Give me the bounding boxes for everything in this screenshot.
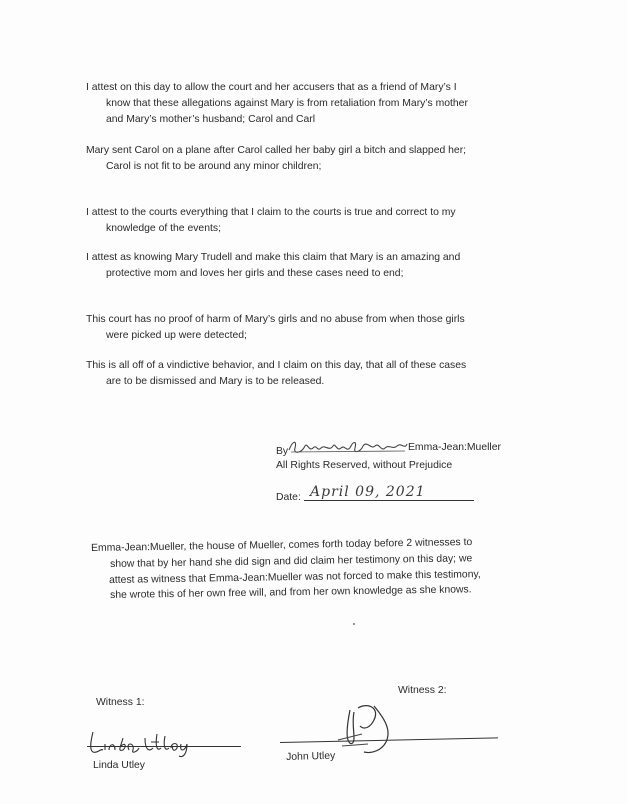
statement-line: Emma-Jean:Mueller, the house of Mueller, comes forth today before 2 witnesses to [91,537,473,554]
paragraph-line: This court has no proof of harm of Mary’s girls and no abuse from when those girls [86,314,465,325]
paragraph-line: I attest on this day to allow the court and her accusers that as a friend of Mary’s I [86,82,457,93]
paragraph-line: Mary sent Carol on a plane after Carol called her baby girl a bitch and slapped her; [86,145,467,156]
witness-1-signature-line [87,746,241,747]
handwritten-signature-emma [287,436,411,458]
witness-1-name: Linda Utley [93,760,145,771]
paragraph-line: protective mom and loves her girls and these cases need to end; [106,268,404,279]
statement-line: she wrote this of her own free will, and from her own knowledge as she knows. [110,584,472,601]
paragraph-line: were picked up were detected; [106,330,247,341]
paragraph-line: and Mary’s mother’s husband; Carol and Carl [106,114,316,125]
date-line [304,500,474,501]
date-label: Date: [276,492,301,503]
paragraph-line: are to be dismissed and Mary is to be released. [106,376,325,387]
witness-2-name: John Utley [286,750,336,763]
witness-2-label: Witness 2: [398,685,447,696]
attestation-paragraph [86,80,468,128]
by-prefix: By [276,446,289,457]
paragraph-line: Carol is not fit to be around any minor children; [106,161,322,172]
attestation-paragraph [86,143,466,175]
attestation-paragraph [86,250,460,282]
statement-line: attest as witness that Emma-Jean:Mueller was not forced to make this testimony, [109,569,481,586]
attestation-paragraph [86,205,456,237]
date-value: April 09, 2021 [310,484,426,500]
witness-1-label: Witness 1: [96,697,145,708]
attestation-paragraph [86,312,465,344]
paragraph-line: I attest to the courts everything that I claim to the courts is true and correct to my [86,207,456,218]
signer-name: Emma-Jean:Mueller [408,442,501,453]
paragraph-line: know that these allegations against Mary is from retaliation from Mary’s mother [106,98,468,109]
rights-reserved: All Rights Reserved, without Prejudice [276,460,453,471]
paragraph-line: I attest as knowing Mary Trudell and make this claim that Mary is an amazing and [86,252,461,263]
handwritten-signature-john [328,700,398,760]
handwritten-signature-linda [87,728,191,760]
attestation-paragraph [86,358,466,390]
paragraph-line: This is all off of a vindictive behavior, and I claim on this day, that all of these cases [86,360,467,371]
scan-speck [353,623,355,625]
statement-line: show that by her hand she did sign and did claim her testimony on this day; we [110,553,473,570]
paragraph-line: knowledge of the events; [106,223,221,234]
